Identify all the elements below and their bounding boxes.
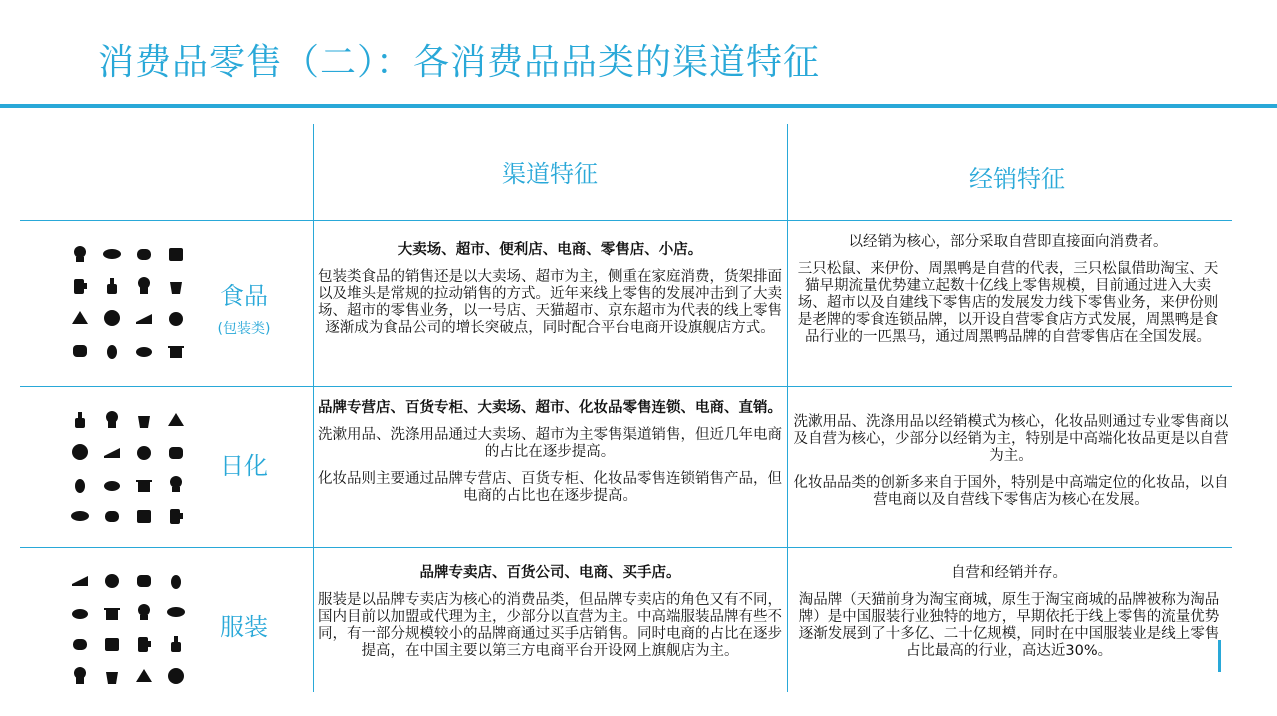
grid-vline-1: [313, 124, 314, 692]
dist-para-food-2: 三只松鼠、来伊份、周黑鸭是自营的代表，三只松鼠借助淘宝、天猫早期流量优势建立起数十亿线上零售规模，目前通过进入大卖场、超市以及自建线下零售店的发展发力线下零售业务，来伊份则是老牌的零食连锁品牌，以开设自营零食店方式发展，周黑鸭是食品行业的一匹黑马，通过周黑鸭品牌的自营零售店在全国发展。: [797, 261, 1219, 345]
sock-icon: [100, 666, 124, 686]
grid-hline-3: [20, 547, 1232, 548]
fries-icon: [164, 276, 188, 296]
page-edge-mark: [1210, 640, 1221, 672]
channel-title-food: 大卖场、超市、便利店、电商、零售店、小店。: [397, 242, 703, 258]
tshirt-icon: [132, 602, 156, 622]
cake-slice-icon: [132, 308, 156, 328]
sushi-icon: [100, 244, 124, 264]
dist-para-food-1: 以经销为核心，部分采取自营即直接面向消费者。: [848, 234, 1168, 250]
channel-cell-food: [318, 242, 782, 337]
bread-loaf-icon: [132, 244, 156, 264]
lipstick-icon: [100, 410, 124, 430]
channel-cell-apparel: [318, 565, 782, 660]
cap-icon: [132, 570, 156, 590]
beer-mug-icon: [68, 276, 92, 296]
channel-para-daily-chem-2: 化妆品则主要通过品牌专营店、百货专柜、化妆品零售连锁销售产品，但电商的占比也在逐步提高。: [318, 471, 782, 504]
shirt-icon: [132, 634, 156, 654]
dist-cell-food: [793, 234, 1223, 346]
jacket-icon: [100, 602, 124, 622]
perfume-icon: [132, 410, 156, 430]
underwear-icon: [132, 666, 156, 686]
eyebrow-pencil-icon: [100, 442, 124, 462]
toaster-icon: [164, 244, 188, 264]
toast-icon: [68, 340, 92, 360]
tshirt-2-icon: [164, 634, 188, 654]
tie-icon: [164, 602, 188, 622]
soap-icon: [132, 474, 156, 494]
category-name-apparel: 服装: [220, 613, 268, 641]
apparel-icon-grid: [68, 570, 188, 686]
channel-title-apparel: 品牌专卖店、百货公司、电商、买手店。: [419, 565, 681, 581]
channel-para-daily-chem-1: 洗漱用品、洗涤用品通过大卖场、超市为主零售渠道销售，但近几年电商的占比在逐步提高。: [318, 427, 782, 460]
shoe-icon: [68, 570, 92, 590]
cheese-icon: [68, 308, 92, 328]
tshirt-3-icon: [164, 666, 188, 686]
dist-cell-apparel: [793, 565, 1225, 660]
dist-cell-daily-chem: [793, 414, 1229, 509]
grid-hline-1: [20, 220, 1232, 221]
dist-para-daily-chem-2: 化妆品品类的创新多来自于国外，特别是中高端定位的化妆品，以自营电商以及自营线下零售店为核心在发展。: [793, 475, 1229, 508]
dist-para-apparel-2: 淘品牌（天猫前身为淘宝商城，原生于淘宝商城的品牌被称为淘品牌）是中国服装行业独特的地方，早期依托于线上零售的流量优势逐渐发展到了十多亿、二十亿规模，同时在中国服装业是线上零售占比最高的行业，高达近30%。: [798, 592, 1220, 659]
brush-icon: [132, 506, 156, 526]
strawberry-icon: [164, 308, 188, 328]
wine-bottle-icon: [100, 276, 124, 296]
channel-para-food-1: 包装类食品的销售还是以大卖场、超市为主，侧重在家庭消费，货架排面以及堆头是常规的拉动销售的方式。近年来线上零售的发展冲击到了大卖场、超市的零售业务，以一号店、天猫超市、京东超市为代表的线上零售逐渐成为食品公司的增长突破点，同时配合平台电商开设旗舰店方式。: [318, 269, 782, 336]
dist-para-apparel-1: 自营和经销并存。: [951, 565, 1067, 581]
tube-icon: [68, 506, 92, 526]
egg-cup-icon: [68, 244, 92, 264]
grid-vline-2: [787, 124, 788, 692]
pot-icon: [164, 340, 188, 360]
daily-chem-icon-grid: [68, 410, 188, 526]
hanger-icon: [68, 634, 92, 654]
hair-dryer-icon: [100, 506, 124, 526]
curling-iron-icon: [164, 506, 188, 526]
category-name-food: 食品: [220, 282, 268, 310]
grid-hline-2: [20, 386, 1232, 387]
column-header-channel: 渠道特征: [502, 160, 598, 188]
glasses-icon: [164, 570, 188, 590]
category-name-daily-chem: 日化: [220, 452, 268, 480]
mascara-icon: [68, 474, 92, 494]
channel-para-apparel-1: 服装是以品牌专卖店为核心的消费品类，但品牌专卖店的角色又有不同，国内目前以加盟或代理为主，少部分以直营为主。中高端服装品牌有些不同，有一部分规模较小的品牌商通过买手店销售。同时电商的占比在逐步提高，在中国主要以第三方电商平台开设网上旗舰店为主。: [318, 592, 782, 659]
dist-para-daily-chem-1: 洗漱用品、洗涤用品以经销模式为核心，化妆品则通过专业零售商以及自营为核心，少部分以经销为主，特别是中高端化妆品更是以自营为主。: [793, 414, 1229, 464]
lotion-bottle-icon: [164, 442, 188, 462]
laptop-icon: [164, 410, 188, 430]
food-icon-grid: [68, 244, 188, 360]
title-underline: [0, 104, 1277, 108]
hand-cream-icon: [100, 474, 124, 494]
category-sub-food: (包装类): [217, 321, 271, 337]
pineapple-icon: [100, 340, 124, 360]
nail-polish-icon: [68, 410, 92, 430]
chef-hat-icon: [132, 276, 156, 296]
scissors-icon: [164, 474, 188, 494]
burger-icon: [132, 340, 156, 360]
comb-icon: [132, 442, 156, 462]
compact-icon: [68, 442, 92, 462]
page-title: 消费品零售（二）：各消费品品类的渠道特征: [98, 42, 821, 83]
high-heel-icon: [68, 602, 92, 622]
tank-top-icon: [68, 666, 92, 686]
donut-icon: [100, 308, 124, 328]
column-header-distribution: 经销特征: [969, 165, 1065, 193]
channel-cell-daily-chem: [318, 400, 782, 505]
dress-icon: [100, 570, 124, 590]
shorts-icon: [100, 634, 124, 654]
channel-title-daily-chem: 品牌专营店、百货专柜、大卖场、超市、化妆品零售连锁、电商、直销。: [318, 400, 782, 416]
